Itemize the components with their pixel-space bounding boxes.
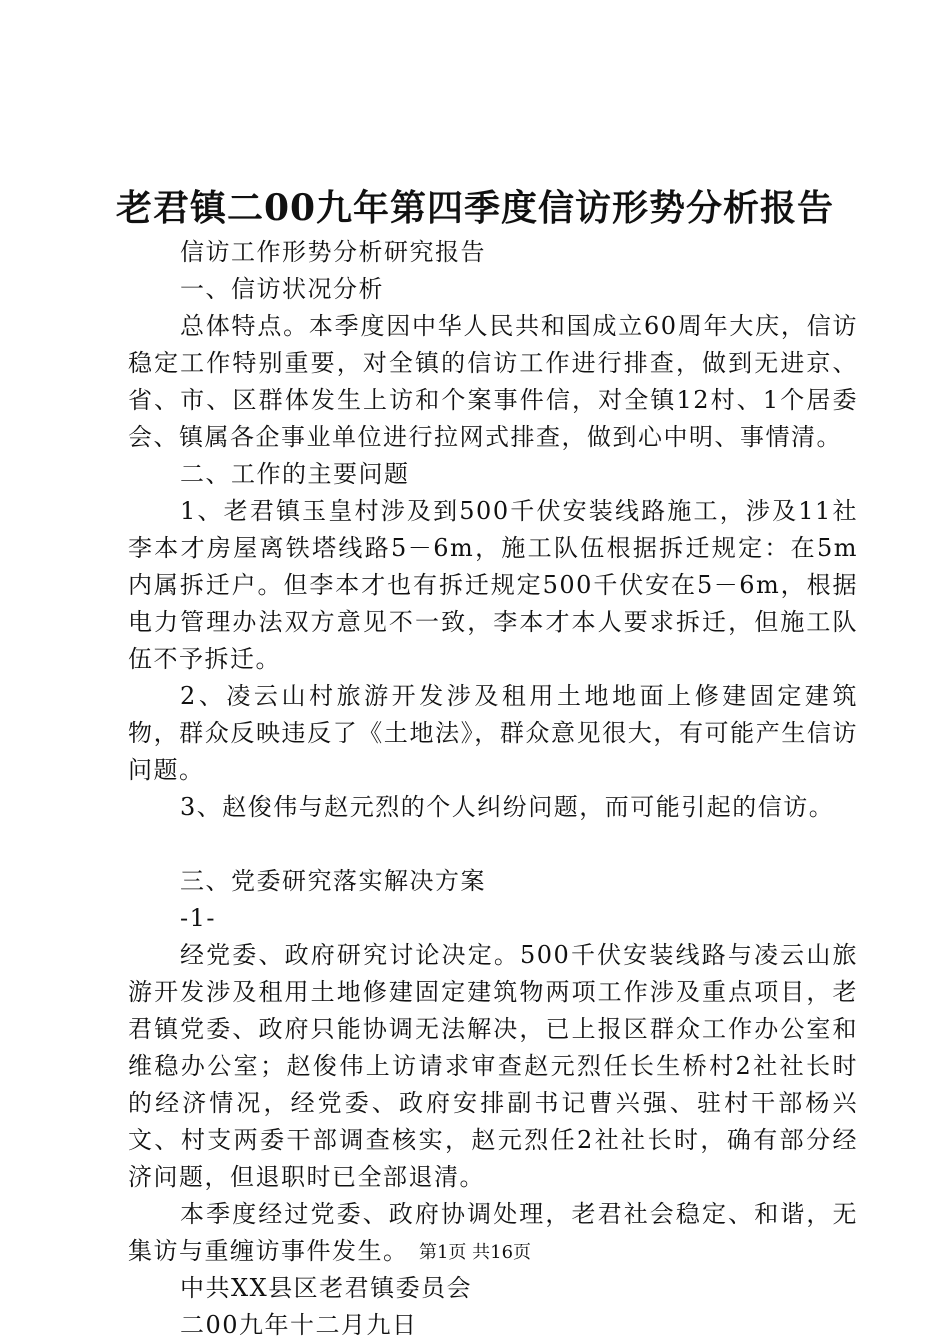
document-body — [128, 234, 858, 1344]
issue-1-paragraph: 1、老君镇玉皇村涉及到500千伏安装线路施工，涉及11社李本才房屋离铁塔线路5－6m，施工队伍根据拆迁规定：在5m内属拆迁户。但李本才也有拆迁规定500千伏安在5－6m，根据电力管理办法双方意见不一致，李本才本人要求拆迁，但施工队伍不予拆迁。 — [128, 497, 858, 673]
page-marker: -1- — [180, 904, 216, 932]
document-title: 老君镇二00九年第四季度信访形势分析报告 — [115, 187, 835, 229]
section3-paragraph: 经党委、政府研究讨论决定。500千伏安装线路与凌云山旅游开发涉及租用土地修建固定建筑物两项工作涉及重点项目，老君镇党委、政府只能协调无法解决，已上报区群众工作办公室和维稳办公室；赵俊伟上访请求审查赵元烈任长生桥村2社社长时的经济情况，经党委、政府安排副书记曹兴强、驻村干部杨兴文、村支两委干部调查核实，赵元烈任2社社长时，确有部分经济问题，但退职时已全部退清。 — [128, 941, 858, 1191]
blank-line — [128, 826, 858, 863]
conclusion-paragraph: 本季度经过党委、政府协调处理，老君社会稳定、和谐，无集访与重缠访事件发生。 — [128, 1200, 858, 1265]
signature-date: 二00九年十二月九日 — [180, 1311, 418, 1339]
signature-organization: 中共XX县区老君镇委员会 — [180, 1274, 473, 1302]
section3-heading: 三、党委研究落实解决方案 — [180, 867, 486, 895]
section1-heading: 一、信访状况分析 — [180, 275, 384, 303]
section2-heading: 二、工作的主要问题 — [180, 460, 410, 488]
issue-2-paragraph: 2、凌云山村旅游开发涉及租用土地地面上修建固定建筑物，群众反映违反了《土地法》，群众意见很大，有可能产生信访问题。 — [128, 682, 858, 784]
subtitle: 信访工作形势分析研究报告 — [180, 238, 486, 266]
page-footer: 第1页 共16页 — [418, 1242, 532, 1263]
issue-3-paragraph: 3、赵俊伟与赵元烈的个人纠纷问题，而可能引起的信访。 — [180, 793, 835, 821]
section1-paragraph: 总体特点。本季度因中华人民共和国成立60周年大庆，信访稳定工作特别重要，对全镇的信访工作进行排查，做到无进京、省、市、区群体发生上访和个案事件信，对全镇12村、1个居委会、镇属各企事业单位进行拉网式排查，做到心中明、事情清。 — [128, 312, 858, 451]
